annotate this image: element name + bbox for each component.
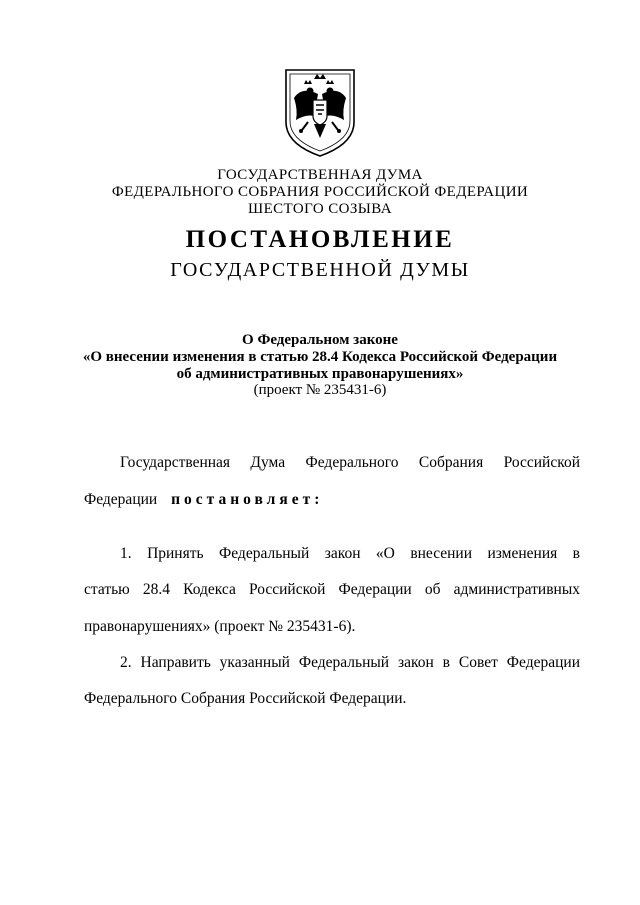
org-line-1: ГОСУДАРСТВЕННАЯ ДУМА xyxy=(217,167,423,183)
subject-line-2: «О внесении изменения в статью 28.4 Кодекса Российской Федерации xyxy=(82,349,558,365)
document-title: ПОСТАНОВЛЕНИЕ xyxy=(185,226,455,253)
russian-coat-of-arms-icon xyxy=(280,64,360,162)
intro-federation: Федерации xyxy=(84,491,158,508)
subject-line-3: об административных правонарушениях» xyxy=(176,366,464,382)
item-1-line-2: статью 28.4 Кодекса Российской Федерации об административных xyxy=(84,581,580,598)
decree-verb: постановляет: xyxy=(171,491,324,508)
item-1-line-3: правонарушениях» (проект № 235431-6). xyxy=(84,618,356,635)
document-subtitle: ГОСУДАРСТВЕННОЙ ДУМЫ xyxy=(170,259,470,281)
item-2-line-1: 2. Направить указанный Федеральный закон в Совет Федерации xyxy=(120,654,580,671)
item-1-line-1: 1. Принять Федеральный закон «О внесении изменения в xyxy=(120,545,580,562)
org-line-2: ФЕДЕРАЛЬНОГО СОБРАНИЯ РОССИЙСКОЙ ФЕДЕРАЦИИ xyxy=(111,184,529,200)
item-2-line-2: Федерального Собрания Российской Федерации. xyxy=(84,690,407,707)
intro-line-2 xyxy=(84,490,580,510)
intro-line-1: Государственная Дума Федерального Собрания Российской xyxy=(120,454,580,471)
org-line-3: ШЕСТОГО СОЗЫВА xyxy=(248,201,392,217)
subject-line-1: О Федеральном законе xyxy=(242,332,398,348)
project-number: (проект № 235431-6) xyxy=(253,382,387,398)
